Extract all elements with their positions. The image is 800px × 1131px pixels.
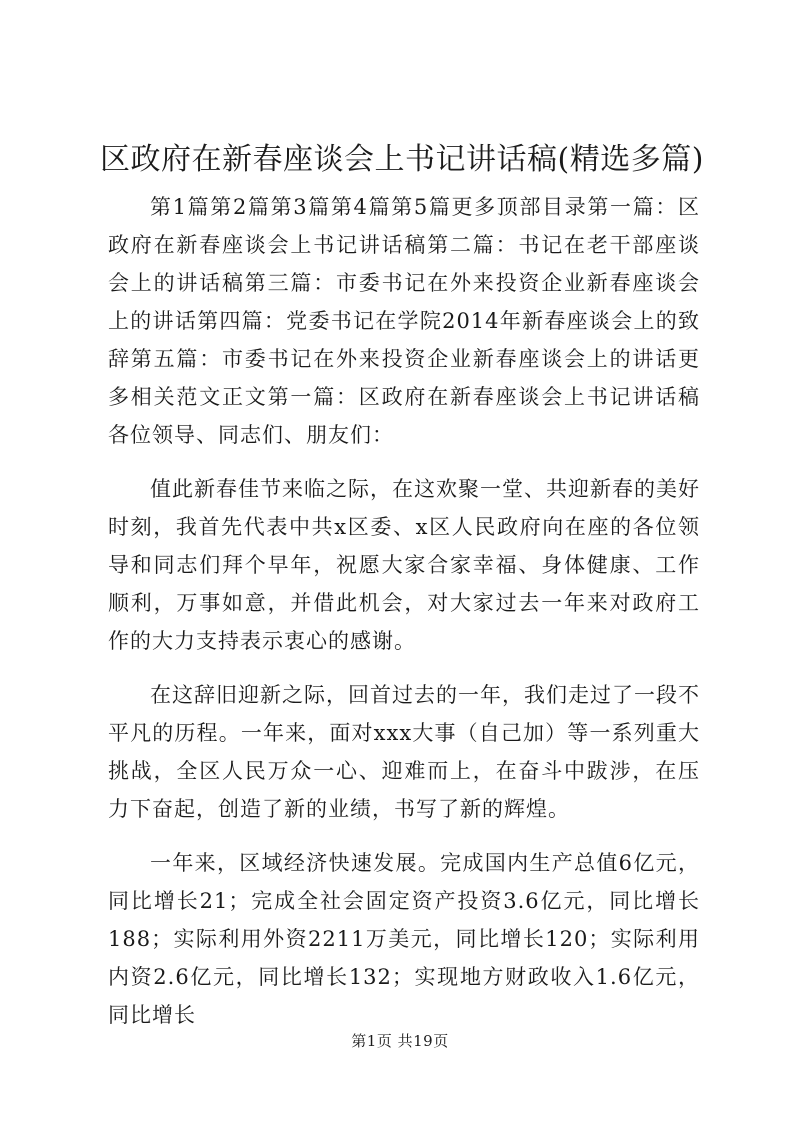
document-body [108,188,700,1050]
paragraph-table-of-contents: 第1篇第2篇第3篇第4篇第5篇更多顶部目录第一篇：区政府在新春座谈会上书记讲话稿第二篇：书记在老干部座谈会上的讲话稿第三篇：市委书记在外来投资企业新春座谈会上的讲话第四篇：党委书记在学院2014年新春座谈会上的致辞第五篇：市委书记在外来投资企业新春座谈会上的讲话更多相关范文正文第一篇：区政府在新春座谈会上书记讲话稿各位领导、同志们、朋友们： [108,195,700,447]
paragraph-review: 在这辞旧迎新之际，回首过去的一年，我们走过了一段不平凡的历程。一年来，面对xxx大事（自己加）等一系列重大挑战，全区人民万众一心、迎难而上，在奋斗中跋涉，在压力下奋起，创造了新的业绩，书写了新的辉煌。 [108,683,700,821]
document-title: 区政府在新春座谈会上书记讲话稿(精选多篇) [100,142,704,177]
paragraph-greeting: 值此新春佳节来临之际，在这欢聚一堂、共迎新春的美好时刻，我首先代表中共x区委、x区人民政府向在座的各位领导和同志们拜个早年，祝愿大家合家幸福、身体健康、工作顺利，万事如意，并借此机会，对大家过去一年来对政府工作的大力支持表示衷心的感谢。 [108,477,700,653]
page-number-footer: 第1页 共19页 [351,1032,449,1050]
paragraph-economy: 一年来，区域经济快速发展。完成国内生产总值6亿元，同比增长21；完成全社会固定资产投资3.6亿元，同比增长188；实际利用外资2211万美元，同比增长120；实际利用内资2.6亿元，同比增长132；实现地方财政收入1.6亿元，同比增长 [108,851,700,1027]
